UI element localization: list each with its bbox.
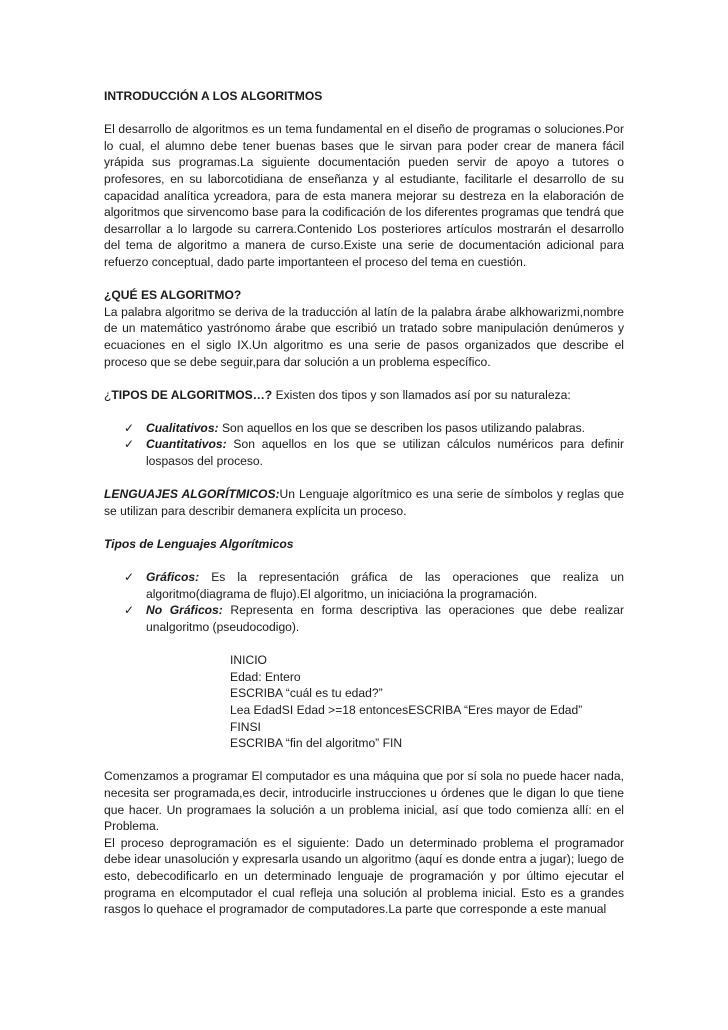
tipos-list bbox=[104, 420, 624, 470]
pseudocode-line: ESCRIBA “cuál es tu edad?” bbox=[230, 686, 383, 701]
checkmark-icon: ✓ bbox=[124, 420, 135, 435]
list-item bbox=[104, 602, 624, 635]
pseudocode-line: Edad: Entero bbox=[230, 669, 301, 684]
tipos-paragraph bbox=[104, 387, 624, 404]
tipos-prefix: ¿ bbox=[104, 387, 112, 402]
lenguajes-paragraph bbox=[104, 486, 624, 519]
list-item-term: Cuantitativos: bbox=[146, 437, 227, 452]
checkmark-icon: ✓ bbox=[124, 437, 135, 452]
tipos-lenguajes-list bbox=[104, 569, 624, 635]
checkmark-icon: ✓ bbox=[124, 570, 135, 585]
list-item-text: Son aquellos en los que se describen los pasos utilizando palabras. bbox=[218, 420, 585, 435]
closing-paragraph: Comenzamos a programar El computador es una máquina que por sí sola no puede hacer nada, necesita ser programada,es decir, introducirle instrucciones u órdenes que le digan lo que tiene que hacer. Un programaes la solución a un problema inicial, así que todo comienza allí: en el Problema. bbox=[104, 769, 624, 834]
lenguajes-heading: LENGUAJES ALGORÍTMICOS: bbox=[104, 487, 280, 502]
list-item-term: Gráficos: bbox=[146, 570, 200, 585]
list-item bbox=[104, 436, 624, 469]
pseudocode-line: FINSI bbox=[230, 719, 261, 734]
list-item-term: Cualitativos: bbox=[146, 420, 219, 435]
closing-paragraph: El proceso deprogramación es el siguiente: Dado un determinado problema el programador debe idear unasolución y expresarla usando un algoritmo (aquí es donde entra a jugar); luego de esto, debecodificarlo en un determinado lenguaje de programación y por último ejecutar el programa en elcomputador el cual refleja una solución al problema inicial. Esto es a grandes rasgos lo quehace el programador de computadores.La parte que corresponde a este manual bbox=[104, 835, 624, 917]
list-item bbox=[104, 569, 624, 602]
list-item-text: Representa en forma descriptiva las operaciones que debe realizar unalgoritmo (pseudocodigo). bbox=[146, 603, 624, 634]
que-es-heading: ¿QUÉ ES ALGORITMO? bbox=[104, 288, 242, 303]
tipos-heading: TIPOS DE ALGORITMOS…? bbox=[111, 387, 273, 402]
checkmark-icon: ✓ bbox=[124, 603, 135, 618]
document-title: INTRODUCCIÓN A LOS ALGORITMOS bbox=[104, 89, 323, 103]
tipos-text: Existen dos tipos y son llamados así por su naturaleza: bbox=[272, 387, 571, 402]
pseudocode-line: INICIO bbox=[230, 653, 267, 668]
list-item-term: No Gráficos: bbox=[146, 603, 223, 618]
pseudocode-block bbox=[104, 652, 624, 752]
list-item-text: Es la representación gráfica de las operaciones que realiza un algoritmo(diagrama de flujo).El algoritmo, un iniciacióna la programación. bbox=[146, 570, 624, 601]
tipos-lenguajes-heading: Tipos de Lenguajes Algorítmicos bbox=[104, 537, 294, 552]
lenguajes-text: Un Lenguaje algorítmico es una serie de símbolos y reglas que se utilizan para describir demanera explícita un proceso. bbox=[104, 487, 624, 518]
intro-paragraph: El desarrollo de algoritmos es un tema fundamental en el diseño de programas o soluciones.Por lo cual, el alumno debe tener buenas bases que le sirvan para poder crear de manera fácil yrápida sus programas.La siguiente documentación pueden servir de apoyo a tutores o profesores, en su laborcotidiana de enseñanza y al estudiante, facilitarle el desarrollo de su capacidad analítica ycreadora, para de esta manera mejorar su destreza en la elaboración de algoritmos que sirvencomo base para la codificación de los diferentes programas que tendrá que desarrollar a lo largode su carrera.Contenido Los posteriores artículos mostrarán el desarrollo del tema de algoritmo a manera de curso.Existe una serie de documentación adicional para refuerzo conceptual, dado parte importanteen el proceso del tema en cuestión. bbox=[104, 122, 624, 269]
list-item-text: Son aquellos en los que se utilizan cálculos numéricos para definir lospasos del proceso. bbox=[146, 437, 624, 469]
que-es-paragraph: La palabra algoritmo se deriva de la traducción al latín de la palabra árabe alkhowarizmi,nombre de un matemático yastrónomo árabe que escribió un tratado sobre manipulación denúmeros y ecuaciones en el siglo IX.Un algoritmo es una serie de pasos organizados que describe el proceso que se debe seguir,para dar solución a un problema específico. bbox=[104, 304, 624, 369]
list-item bbox=[104, 420, 624, 437]
pseudocode-line: ESCRIBA “fin del algoritmo” FIN bbox=[230, 736, 403, 751]
pseudocode-line: Lea EdadSI Edad >=18 entoncesESCRIBA “Eres mayor de Edad” bbox=[230, 702, 583, 717]
